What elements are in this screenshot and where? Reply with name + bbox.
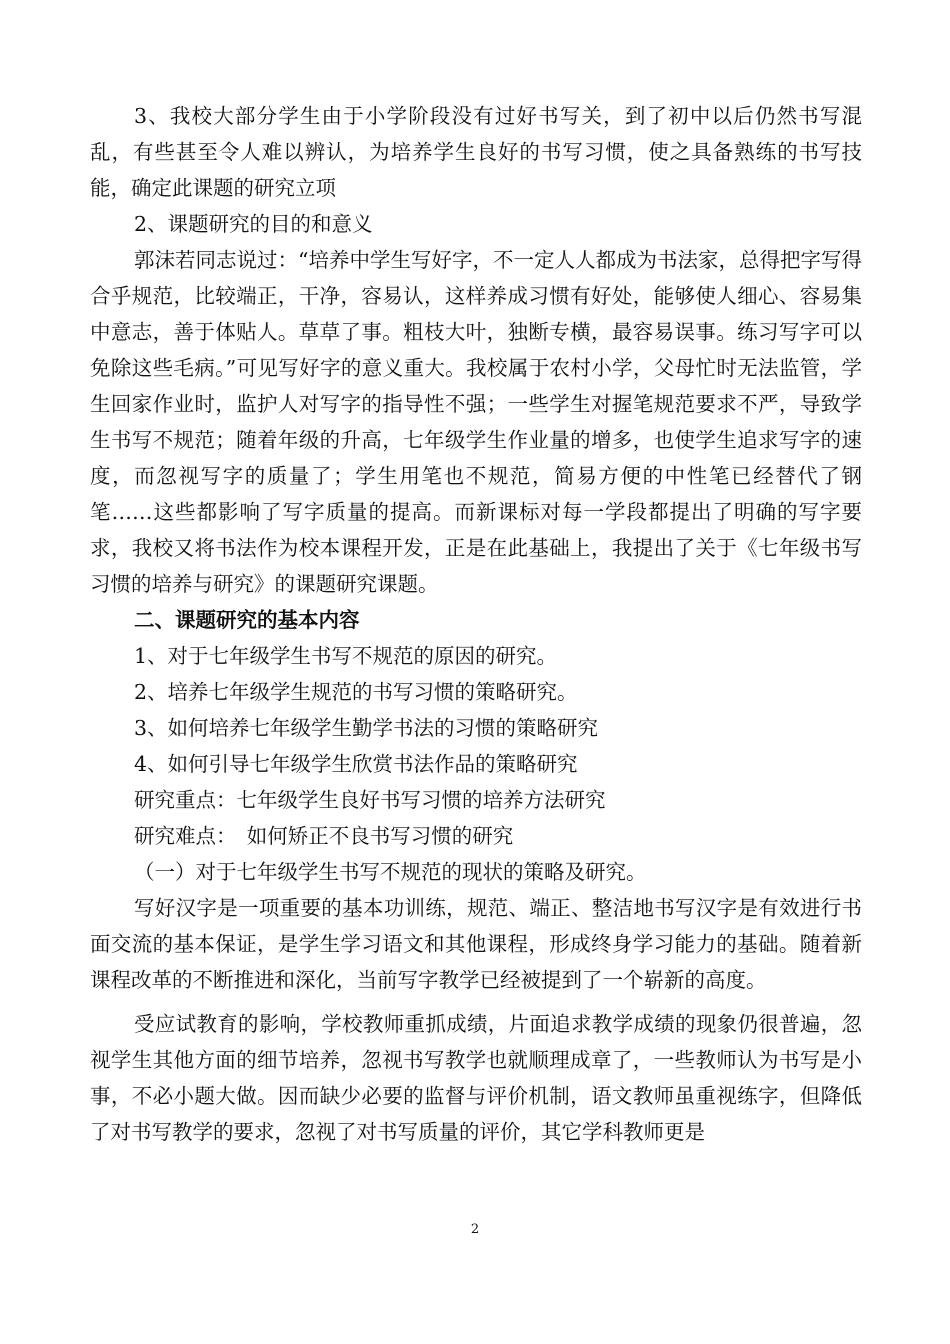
list-item: 3、如何培养七年级学生勤学书法的习惯的策略研究 — [134, 716, 599, 740]
list-item: 1、对于七年级学生书写不规范的原因的研究。 — [134, 644, 558, 668]
section-heading-basic-content: 二、课题研究的基本内容 — [134, 608, 360, 632]
paragraph-exam-oriented-influence: 受应试教育的影响，学校教师重抓成绩，片面追求教学成绩的现象仍很普遍，忽视学生其他方面的细节培养，忽视书写教学也就顺理成章了，一些教师认为书写是小事，不必小题大做。因而缺少必要的监督与评价机制，语文教师虽重视练字，但降低了对书写教学的要求，忽视了对书写质量的评价，其它学科教师更是 — [90, 1012, 862, 1144]
subsection-heading-1: （一）对于七年级学生书写不规范的现状的策略及研究。 — [134, 860, 647, 884]
body-text — [90, 98, 862, 1150]
paragraph-guo-moruo-quote: 郭沫若同志说过：“培养中学生写好字，不一定人人都成为书法家，总得把字写得合乎规范，比较端正，干净，容易认，这样养成习惯有好处，能够使人细心、容易集中意志，善于体贴人。草草了事。粗枝大叶，独断专横，最容易误事。练习写字可以免除这些毛病。”可见写好字的意义重大。我校属于农村小学，父母忙时无法监管，学生回家作业时，监护人对写字的指导性不强；一些学生对握笔规范要求不严，导致学生书写不规范；随着年级的升高，七年级学生作业量的增多，也使学生追求写字的速度，而忽视写字的质量了；学生用笔也不规范，简易方便的中性笔已经替代了钢笔……这些都影响了写字质量的提高。而新课标对每一学段都提出了明确的写字要求，我校又将书法作为校本课程开发，正是在此基础上，我提出了关于《七年级书写习惯的培养与研究》的课题研究课题。 — [90, 248, 862, 596]
list-item: 2、培养七年级学生规范的书写习惯的策略研究。 — [134, 680, 578, 704]
research-focus: 研究重点：七年级学生良好书写习惯的培养方法研究 — [134, 788, 606, 812]
list-item: 4、如何引导七年级学生欣赏书法作品的策略研究 — [134, 752, 578, 776]
paragraph-reason-3: 3、我校大部分学生由于小学阶段没有过好书写关，到了初中以后仍然书写混乱，有些甚至令人难以辨认，为培养学生良好的书写习惯，使之具备熟练的书写技能，确定此课题的研究立项 — [90, 104, 862, 200]
paragraph-writing-importance: 写好汉字是一项重要的基本功训练，规范、端正、整洁地书写汉字是有效进行书面交流的基本保证，是学生学习语文和其他课程，形成终身学习能力的基础。随着新课程改革的不断推进和深化，当前写字教学已经被提到了一个崭新的高度。 — [90, 896, 862, 992]
section-purpose-heading: 2、课题研究的目的和意义 — [134, 212, 373, 236]
research-difficulty: 研究难点： 如何矫正不良书写习惯的研究 — [134, 824, 514, 848]
page-number: 2 — [470, 1222, 480, 1237]
